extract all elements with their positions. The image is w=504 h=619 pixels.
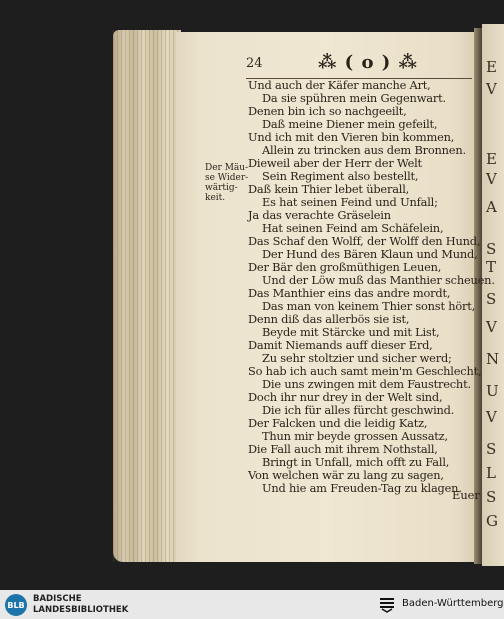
- next-page-letter: V: [486, 170, 497, 188]
- poem-line: Und ich mit den Vieren bin kommen,: [248, 130, 455, 144]
- baden-wuerttemberg-emblem-icon: [378, 595, 396, 613]
- poem-line: Sein Regiment also bestellt,: [262, 169, 419, 183]
- poem-line: Daß kein Thier lebet überall,: [248, 182, 410, 196]
- next-page-letter: S: [486, 240, 497, 258]
- next-page-letter: E: [486, 150, 497, 168]
- poem-line: Die ich für alles fürcht geschwind.: [262, 403, 455, 417]
- poem-line: Damit Niemands auff dieser Erd,: [248, 338, 433, 352]
- next-page-letter: G: [486, 512, 498, 530]
- poem-line: Und der Löw muß das Manthier scheuen.: [262, 273, 495, 287]
- next-page-letter: T: [486, 258, 497, 276]
- page-header: [246, 52, 472, 78]
- poem-line: So hab ich auch samt mein'm Geschlecht,: [248, 364, 482, 378]
- next-page-letter: S: [486, 440, 497, 458]
- poem-line: Die uns zwingen mit dem Faustrecht.: [262, 377, 471, 391]
- poem-line: Die Fall auch mit ihrem Nothstall,: [248, 442, 438, 456]
- poem-line: Und hie am Freuden-Tag zu klagen.: [262, 481, 462, 495]
- poem-line: Es hat seinen Feind und Unfall;: [262, 195, 438, 209]
- library-name-line1: BADISCHE: [33, 594, 82, 604]
- poem-line: Bringt in Unfall, mich offt zu Fall,: [262, 455, 450, 469]
- poem-line: Dieweil aber der Herr der Welt: [248, 156, 422, 170]
- library-name-line2: LANDESBIBLIOTHEK: [33, 605, 129, 615]
- next-page-letter: V: [486, 408, 497, 426]
- poem-line: Das Manthier eins das andre mordt,: [248, 286, 451, 300]
- next-page-fragment: [482, 24, 504, 566]
- catchword: Euer: [452, 488, 480, 502]
- margin-note: Der Mäu-se Wider-wärtig-keit.: [205, 163, 249, 203]
- blb-logo-icon[interactable]: BLB: [5, 594, 27, 616]
- next-page-letter: N: [486, 350, 500, 368]
- header-ornament: ⁂ ( o ) ⁂: [318, 52, 418, 73]
- next-page-letter: S: [486, 488, 497, 506]
- poem-line: Das Schaf den Wolff, der Wolff den Hund,: [248, 234, 481, 248]
- poem-line: Allein zu trincken aus dem Bronnen.: [262, 143, 466, 157]
- next-page-letter: V: [486, 318, 497, 336]
- poem-line: Ja das verachte Gräselein: [248, 208, 391, 222]
- footer-bar: [0, 590, 504, 619]
- poem-line: Denn diß das allerbös sie ist,: [248, 312, 410, 326]
- poem-line: Denen bin ich so nachgeeilt,: [248, 104, 407, 118]
- next-page-letter: U: [486, 382, 499, 400]
- poem-line: Daß meine Diener mein gefeilt,: [262, 117, 438, 131]
- poem-line: Und auch der Käfer manche Art,: [248, 78, 431, 92]
- poem-line: Zu sehr stoltzier und sicher werd;: [262, 351, 452, 365]
- poem-line: Der Bär den großmüthigen Leuen,: [248, 260, 442, 274]
- poem-line: Da sie spühren mein Gegenwart.: [262, 91, 446, 105]
- poem-line: Doch ihr nur drey in der Welt sind,: [248, 390, 443, 404]
- poem-line: Von welchen wär zu lang zu sagen,: [248, 468, 444, 482]
- library-name[interactable]: [33, 594, 128, 616]
- next-page-letter: A: [486, 198, 497, 216]
- poem-line: Beyde mit Stärcke und mit List,: [262, 325, 440, 339]
- poem-line: Thun mir beyde grossen Aussatz,: [262, 429, 448, 443]
- poem-line: Der Falcken und die leidig Katz,: [248, 416, 428, 430]
- page-number: 24: [246, 56, 263, 71]
- region-name[interactable]: Baden-Württemberg: [402, 598, 504, 609]
- poem-line: Hat seinen Feind am Schäfelein,: [262, 221, 444, 235]
- next-page-letter: L: [486, 464, 496, 482]
- poem-line: Das man von keinem Thier sonst hört,: [262, 299, 476, 313]
- next-page-letter: V: [486, 80, 497, 98]
- poem-line: Der Hund des Bären Klaun und Mund,: [262, 247, 478, 261]
- book-page-edges: [113, 30, 181, 562]
- next-page-letter: E: [486, 58, 497, 76]
- next-page-letter: S: [486, 290, 497, 308]
